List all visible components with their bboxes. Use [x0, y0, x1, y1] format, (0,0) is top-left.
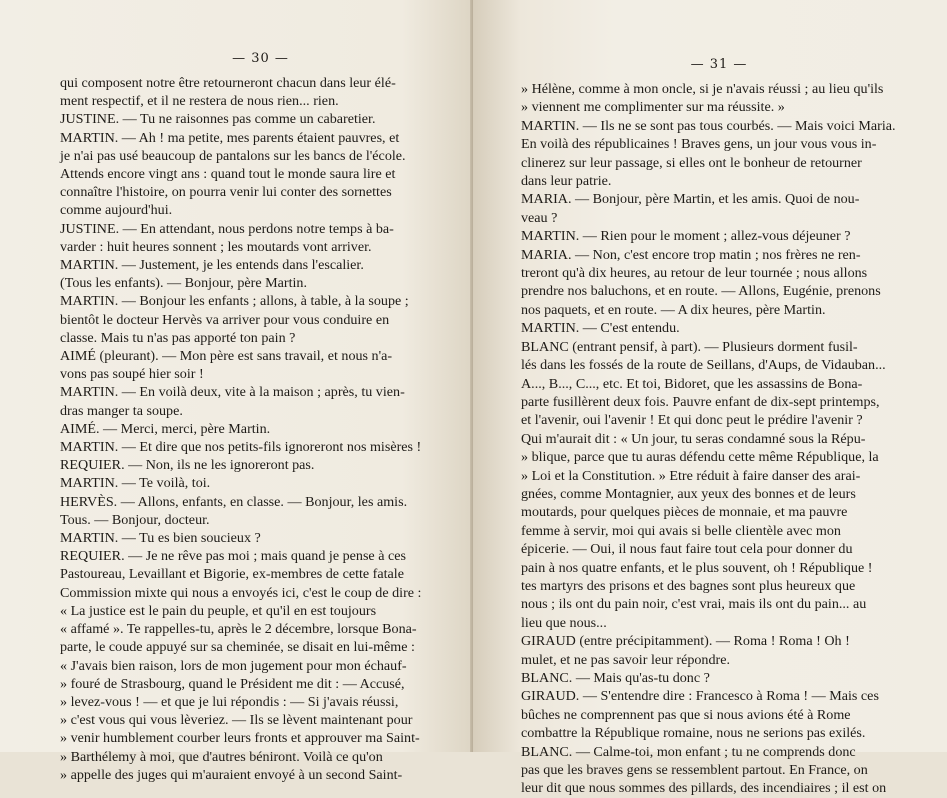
- text-line: je n'ai pas usé beaucoup de pantalons sur les bancs de l'école.: [60, 147, 406, 164]
- text-line: » Loi et la Constitution. » Etre réduit à faire danser des arai-: [521, 467, 861, 484]
- text-line: vons pas soupé hier soir !: [60, 366, 204, 383]
- text-line: MARTIN. — Rien pour le moment ; allez-vous déjeuner ?: [521, 228, 851, 245]
- text-line: lieu que nous...: [521, 614, 607, 631]
- text-line: Pastoureau, Levaillant et Bigorie, ex-membres de cette fatale: [60, 566, 404, 583]
- text-line: » blique, parce que tu auras défendu cette même République, la: [521, 449, 879, 466]
- text-line: Attends encore vingt ans : quand tout le monde saura lire et: [60, 166, 396, 183]
- text-line: Qui m'aurait dit : « Un jour, tu seras condamné sous la Répu-: [521, 430, 866, 447]
- text-line: veau ?: [521, 209, 558, 226]
- text-line: » appelle des juges qui m'auraient envoyé à un second Saint-: [60, 766, 403, 783]
- page-number-left: — 30 —: [232, 51, 289, 66]
- text-line: BLANC. — Calme-toi, mon enfant ; tu ne comprends donc: [521, 743, 856, 760]
- right-page: [473, 0, 947, 797]
- text-line: clinerez sur leur passage, si elles ont le bonheur de retourner: [521, 154, 862, 171]
- text-line: prendre nos baluchons, et en route. — Allons, Eugénie, prenons: [521, 283, 881, 300]
- text-line: leur dit que nous sommes des pillards, des incendiaires ; il est on: [521, 780, 887, 797]
- text-line: REQUIER. — Non, ils ne les ignoreront pas.: [60, 457, 315, 474]
- text-line: moutards, pour quelques pièces de monnaie, et ma pauvre: [521, 504, 848, 521]
- left-page-text: [60, 74, 461, 784]
- text-line: MARTIN. — Et dire que nos petits-fils ignoreront nos misères !: [60, 439, 422, 456]
- text-line: MARTIN. — En voilà deux, vite à la maison ; après, tu vien-: [60, 384, 405, 401]
- text-line: » Hélène, comme à mon oncle, si je n'avais réussi ; au lieu qu'ils: [521, 81, 884, 97]
- text-line: MARTIN. — Justement, je les entends dans l'escalier.: [60, 257, 364, 274]
- text-line: MARTIN. — C'est entendu.: [521, 320, 680, 337]
- text-line: » fouré de Strasbourg, quand le Président me dit : — Accusé,: [60, 675, 405, 692]
- text-line: BLANC. — Mais qu'as-tu donc ?: [521, 670, 710, 686]
- text-line: bientôt le docteur Hervès va arriver pour vous conduire en: [60, 311, 390, 328]
- text-line: « affamé ». Te rappelles-tu, après le 2 décembre, lorsque Bona-: [60, 621, 417, 638]
- text-line: connaître l'histoire, on pourra venir lui conter des sornettes: [60, 184, 392, 201]
- text-line: JUSTINE. — En attendant, nous perdons notre temps à ba-: [60, 220, 394, 237]
- text-line: dras manger ta soupe.: [60, 402, 183, 419]
- text-line: AIMÉ (pleurant). — Mon père est sans travail, et nous n'a-: [60, 348, 393, 365]
- text-line: GIRAUD. — S'entendre dire : Francesco à Roma ! — Mais ces: [521, 688, 879, 705]
- text-line: mulet, et ne pas savoir leur répondre.: [521, 651, 730, 668]
- text-line: MARTIN. — Ils ne se sont pas tous courbés. — Mais voici Maria.: [521, 117, 896, 134]
- text-line: MARTIN. — Bonjour les enfants ; allons, à table, à la soupe ;: [60, 293, 409, 310]
- text-line: Tous. — Bonjour, docteur.: [60, 511, 210, 528]
- text-line: lés dans les fossés de la route de Seillans, d'Aups, de Vidauban...: [521, 357, 886, 374]
- text-line: classe. Mais tu n'as pas apporté ton pain ?: [60, 329, 296, 346]
- text-line: et l'avenir, oui l'avenir ! Et qui donc peut le prédire l'avenir ?: [521, 412, 863, 429]
- text-line: » levez-vous ! — et que je lui répondis : — Si j'avais réussi,: [60, 693, 399, 710]
- text-line: HERVÈS. — Allons, enfants, en classe. — Bonjour, les amis.: [60, 493, 408, 510]
- text-line: nous ; ils ont du pain noir, c'est vrai, mais ils ont du pain... au: [521, 596, 867, 613]
- text-line: » c'est vous qui vous lèveriez. — Ils se lèvent maintenant pour: [60, 712, 413, 729]
- text-line: nos paquets, et en route. — A dix heures, père Martin.: [521, 301, 826, 318]
- text-line: dans leur patrie.: [521, 173, 612, 190]
- left-page: [0, 0, 473, 783]
- text-line: » venir humblement courber leurs fronts et approuver ma Saint-: [60, 730, 420, 747]
- text-line: Commission mixte qui nous a envoyés ici, c'est le coup de dire :: [60, 584, 422, 601]
- text-line: « J'avais bien raison, lors de mon jugement pour mon échauf-: [60, 657, 407, 674]
- text-line: bûches ne comprennent pas que si nous avions été à Rome: [521, 706, 851, 723]
- text-line: gnées, comme Montagnier, aux yeux des bonnes et de leurs: [521, 485, 856, 502]
- text-line: MARTIN. — Tu es bien soucieux ?: [60, 530, 261, 547]
- text-line: tes martyrs des prisons et des bagnes sont plus heureux que: [521, 577, 856, 594]
- text-line: REQUIER. — Je ne rêve pas moi ; mais quand je pense à ces: [60, 548, 406, 565]
- text-line: treront qu'à dix heures, au retour de leur tournée ; nous allons: [521, 265, 868, 282]
- page-number-right: — 31 —: [690, 57, 748, 72]
- text-line: « La justice est le pain du peuple, et qu'il en est toujours: [60, 602, 377, 619]
- text-line: (Tous les enfants). — Bonjour, père Martin.: [60, 275, 307, 292]
- right-page-text: [521, 80, 917, 798]
- text-line: » Barthélemy à moi, que d'autres béniront. Voilà ce qu'on: [60, 748, 383, 765]
- text-line: JUSTINE. — Tu ne raisonnes pas comme un cabaretier.: [60, 111, 376, 128]
- text-line: AIMÉ. — Merci, merci, père Martin.: [60, 420, 271, 437]
- text-line: parte fusillèrent deux fois. Pauvre enfant de dix-sept printemps,: [521, 393, 880, 410]
- text-line: GIRAUD (entre précipitamment). — Roma ! Roma ! Oh !: [521, 633, 850, 650]
- text-line: BLANC (entrant pensif, à part). — Plusieurs dorment fusil-: [521, 338, 858, 355]
- text-line: femme à servir, moi qui avais si belle clientèle avec mon: [521, 522, 841, 539]
- text-line: » viennent me complimenter sur ma réussite. »: [521, 99, 785, 116]
- text-line: En voilà des républicaines ! Braves gens, un jour vous vous in-: [521, 136, 877, 153]
- text-line: MARTIN. — Ah ! ma petite, mes parents étaient pauvres, et: [60, 129, 400, 146]
- text-line: MARTIN. — Te voilà, toi.: [60, 475, 211, 492]
- text-line: parte, le coude appuyé sur sa cheminée, se disait en lui-même :: [60, 639, 415, 656]
- text-line: pas que les braves gens se ressemblent partout. En France, on: [521, 762, 868, 779]
- text-line: MARIA. — Non, c'est encore trop matin ; nos frères ne ren-: [521, 246, 861, 263]
- text-line: varder : huit heures sonnent ; les moutards vont arriver.: [60, 238, 372, 255]
- text-line: MARIA. — Bonjour, père Martin, et les amis. Quoi de nou-: [521, 191, 860, 208]
- text-line: combattre la République romaine, nous ne serions pas exilés.: [521, 725, 866, 742]
- text-line: comme aujourd'hui.: [60, 202, 173, 219]
- text-line: pain à nos quatre enfants, et le plus souvent, oh ! République !: [521, 559, 873, 576]
- text-line: ment respectif, et il ne restera de nous rien... rien.: [60, 93, 339, 110]
- text-line: qui composent notre être retourneront chacun dans leur élé-: [60, 75, 396, 91]
- text-line: A..., B..., C..., etc. Et toi, Bidoret, que les assassins de Bona-: [521, 375, 863, 392]
- text-line: épicerie. — Oui, il nous faut faire tout cela pour donner du: [521, 541, 853, 558]
